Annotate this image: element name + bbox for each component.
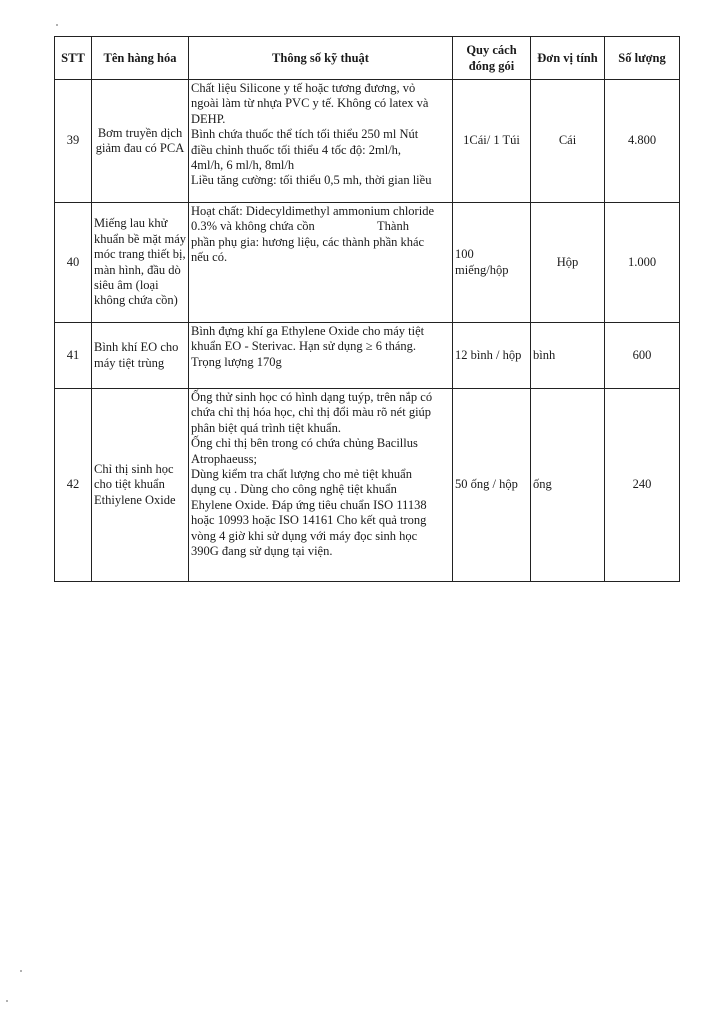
cell-packing: 100 miếng/hộp bbox=[453, 203, 531, 323]
table-row bbox=[55, 203, 680, 323]
cell-spec bbox=[189, 203, 453, 323]
spec-line: DEHP. bbox=[191, 111, 226, 126]
table-row bbox=[55, 389, 680, 582]
spec-line: 0.3% và không chứa cồn Thành bbox=[191, 219, 409, 234]
table-row bbox=[55, 80, 680, 203]
cell-name: Bơm truyền dịch giảm đau có PCA bbox=[92, 80, 189, 203]
cell-unit: Cái bbox=[531, 80, 605, 203]
spec-line: 390G đang sử dụng tại viện. bbox=[191, 544, 333, 559]
cell-packing: 50 ống / hộp bbox=[453, 389, 531, 582]
cell-qty: 4.800 bbox=[605, 80, 680, 203]
header-qty: Số lượng bbox=[605, 37, 680, 80]
spec-line: 4ml/h, 6 ml/h, 8ml/h bbox=[191, 158, 295, 173]
spec-line: Bình đựng khí ga Ethylene Oxide cho máy tiệt bbox=[191, 324, 425, 338]
spec-line: Liều tăng cường: tối thiểu 0,5 mh, thời gian liều bbox=[191, 173, 432, 188]
cell-stt: 40 bbox=[55, 203, 92, 323]
cell-unit: Hộp bbox=[531, 203, 605, 323]
cell-qty: 240 bbox=[605, 389, 680, 582]
spec-line: Ehylene Oxide. Đáp ứng tiêu chuẩn ISO 11138 bbox=[191, 497, 427, 512]
spec-line: Atrophaeuss; bbox=[191, 451, 257, 466]
spec-line: Ống thử sinh học có hình dạng tuýp, trên nắp có bbox=[191, 390, 433, 404]
spec-line: Chất liệu Silicone y tế hoặc tương đương, vỏ bbox=[191, 81, 416, 95]
cell-spec bbox=[189, 80, 453, 203]
cell-packing: 12 bình / hộp bbox=[453, 323, 531, 389]
cell-spec bbox=[189, 389, 453, 582]
header-name: Tên hàng hóa bbox=[92, 37, 189, 80]
spec-line: vòng 4 giờ khi sử dụng với máy đọc sinh học bbox=[191, 528, 418, 543]
goods-spec-sheet bbox=[54, 36, 680, 582]
header-row bbox=[55, 37, 680, 80]
spec-line: điều chỉnh thuốc tối thiểu 4 tốc độ: 2ml/h, bbox=[191, 142, 402, 157]
spec-line: khuẩn EO - Sterivac. Hạn sử dụng ≥ 6 tháng. bbox=[191, 339, 417, 354]
cell-name: Bình khí EO cho máy tiệt trùng bbox=[92, 323, 189, 389]
spec-line: nếu có. bbox=[191, 250, 228, 265]
cell-qty: 600 bbox=[605, 323, 680, 389]
cell-stt: 41 bbox=[55, 323, 92, 389]
cell-packing: 1Cái/ 1 Túi bbox=[453, 80, 531, 203]
spec-line: hoặc 10993 hoặc ISO 14161 Cho kết quả trong bbox=[191, 513, 427, 528]
spec-line: dụng cụ . Dùng cho công nghệ tiệt khuẩn bbox=[191, 482, 397, 497]
spec-line: Ống chỉ thị bên trong có chứa chủng Bacillus bbox=[191, 436, 418, 451]
spec-line: Bình chứa thuốc thể tích tối thiểu 250 ml Nút bbox=[191, 127, 419, 142]
cell-name: Chỉ thị sinh học cho tiệt khuẩn Ethiylene Oxide bbox=[92, 389, 189, 582]
header-spec: Thông số kỹ thuật bbox=[189, 37, 453, 80]
spec-line: phân biệt quá trình tiệt khuẩn. bbox=[191, 420, 341, 435]
scan-speck bbox=[6, 1000, 8, 1002]
cell-name: Miếng lau khử khuẩn bề mặt máy móc trang thiết bị, màn hình, đầu dò siêu âm (loại không chứa cồn) bbox=[92, 203, 189, 323]
cell-unit: ống bbox=[531, 389, 605, 582]
table-row bbox=[55, 323, 680, 389]
header-packing: Quy cách đóng gói bbox=[453, 37, 531, 80]
spec-line: chứa chỉ thị hóa học, chỉ thị đổi màu rõ nét giúp bbox=[191, 405, 432, 420]
cell-unit: bình bbox=[531, 323, 605, 389]
scan-speck bbox=[20, 970, 22, 972]
header-stt: STT bbox=[55, 37, 92, 80]
cell-stt: 39 bbox=[55, 80, 92, 203]
cell-stt: 42 bbox=[55, 389, 92, 582]
spec-line: Hoạt chất: Didecyldimethyl ammonium chloride bbox=[191, 204, 434, 218]
spec-line: ngoài làm từ nhựa PVC y tế. Không có latex và bbox=[191, 96, 429, 111]
cell-qty: 1.000 bbox=[605, 203, 680, 323]
scan-speck bbox=[56, 24, 58, 26]
spec-line: Dùng kiểm tra chất lượng cho mẻ tiệt khuẩn bbox=[191, 467, 412, 482]
header-unit: Đơn vị tính bbox=[531, 37, 605, 80]
cell-spec bbox=[189, 323, 453, 389]
goods-table bbox=[54, 36, 680, 582]
spec-line: phần phụ gia: hương liệu, các thành phần khác bbox=[191, 234, 425, 249]
spec-line: Trọng lượng 170g bbox=[191, 354, 282, 369]
